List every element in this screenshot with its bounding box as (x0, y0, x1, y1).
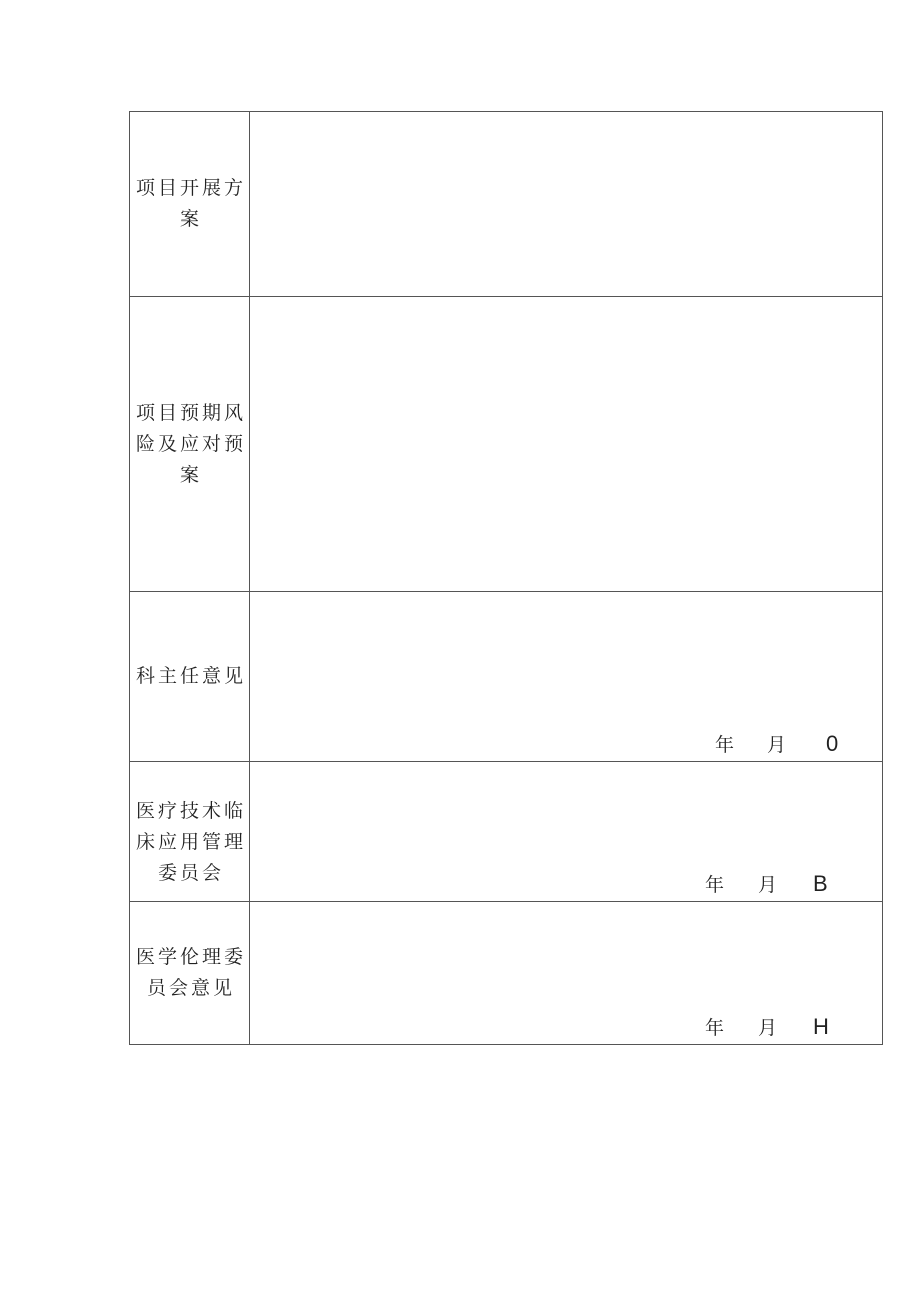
date-day-label: H (813, 1014, 829, 1039)
signature-date (715, 732, 838, 757)
signature-date (705, 872, 828, 897)
table-row (130, 902, 883, 1045)
tech-committee-opinion-field[interactable] (250, 762, 883, 902)
table-row (130, 112, 883, 297)
row-label-director-opinion: 科主任意见 (135, 665, 246, 687)
row-label-cell (130, 112, 250, 297)
row-label-cell (130, 762, 250, 902)
table-row (130, 762, 883, 902)
director-opinion-field[interactable] (250, 592, 883, 762)
date-year-label: 年 (705, 874, 725, 896)
row-label-cell (130, 297, 250, 592)
date-month-label: 月 (758, 874, 778, 896)
date-month-label: 月 (758, 1017, 778, 1039)
plan-content-field[interactable] (250, 112, 883, 297)
application-form-table (129, 111, 883, 1045)
table-row (130, 297, 883, 592)
signature-date (705, 1015, 829, 1040)
row-label-risk: 项目预期风险及应对预案 (135, 401, 246, 486)
date-day-label: 0 (826, 731, 839, 756)
date-day-label: B (813, 871, 828, 896)
table-row (130, 592, 883, 762)
row-label-cell (130, 902, 250, 1045)
row-label-tech-committee: 医疗技术临床应用管理委员会 (135, 800, 246, 884)
risk-content-field[interactable] (250, 297, 883, 592)
date-year-label: 年 (705, 1017, 725, 1039)
row-label-plan: 项目开展方案 (135, 177, 246, 230)
date-month-label: 月 (767, 734, 787, 756)
ethics-committee-opinion-field[interactable] (250, 902, 883, 1045)
date-year-label: 年 (715, 734, 735, 756)
row-label-ethics-committee: 医学伦理委员会意见 (135, 946, 246, 999)
row-label-cell (130, 592, 250, 762)
